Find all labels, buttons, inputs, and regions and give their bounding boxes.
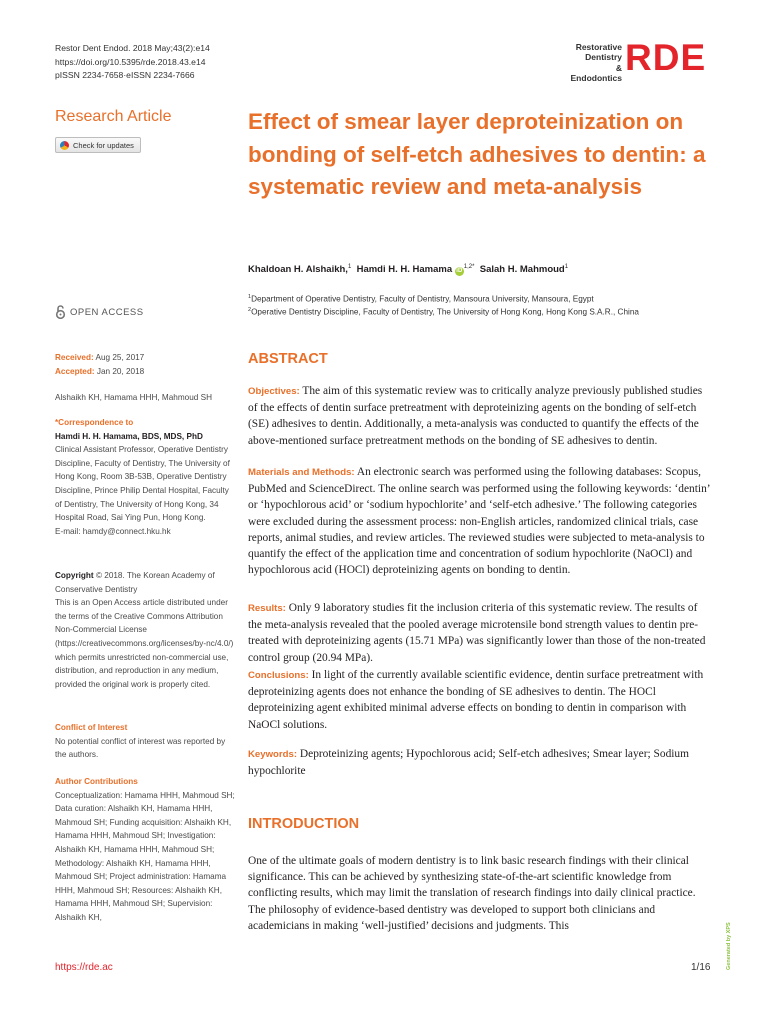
author-contributions: Author Contributions Conceptualization: Hamama HHH, Mahmoud SH; Data curation: Alshaikh KH, Hamama HHH, Mahmoud SH; Funding acquisition: Alshaikh KH, Hamama HHH, Mahmoud SH; Investigation: Alshaikh KH, Hamama HHH, Mahmoud SH; Methodology: Alshaikh KH, Hamama HHH, Mahmoud SH; Project administration: Hamama HHH, Mahmoud SH; Resources: Alshaikh KH, Hamama HHH, Mahmoud SH; Supervision: Alshaikh KH, [55,777,235,922]
author-list: Khaldoan H. Alshaikh,$^1$ Hamdi H. H. Hamama $iD^{1,2*}$ Salah H. Mahmoud$^1$ [248,264,569,276]
citation-block [55,42,210,83]
check-for-updates-button[interactable] [55,137,141,153]
open-lock-icon [55,305,66,319]
correspondence-address: Clinical Assistant Professor, Operative Dentistry Discipline, Faculty of Dentistry, The University of Hong Kong, Room 3B-53B, Operative Dentistry Discipline, Prince Philip Dental Hospital, Faculty of Dentistry, The University of Hong Kong, 34 Hospital Road, Sai Ying Pun, Hong Kong. [55,445,230,523]
correspondence-name: Hamdi H. H. Hamama, BDS, MDS, PhD [55,431,203,441]
affiliation-1: $^1$Department of Operative Dentistry, Faculty of Dentistry, Mansoura University, Mansoura, Egypt [248,294,594,304]
correspondence-email[interactable]: E-mail: hamdy@connect.hku.hk [55,526,171,536]
issn: pISSN 2234-7658·eISSN 2234-7666 [55,70,195,80]
cite-authors: Alshaikh KH, Hamama HHH, Mahmoud SH [55,393,212,402]
copyright: Copyright © 2018. The Korean Academy of Conservative Dentistry This is an Open Access article distributed under the terms of the Creative Commons Attribution Non-Commercial License (https://creativecommons.org/licenses/by-nc/4.0/) which permits unrestricted non-commercial use, distribution, and reproduction in any medium, provided the original work is properly cited. [55,569,235,691]
abstract-objectives: Objectives: The aim of this systematic review was to critically analyze previously published studies of the effects of dentin surface pretreatment with deproteinizing agents on the bonding of self-etch (SE) adhesives to dentin. Additionally, a meta-analysis was conducted to quantify the effects of the above-mentioned surface pretreatment methods on the bonding of SE adhesives to dentin. [248,385,703,447]
doi-link[interactable]: https://doi.org/10.5395/rde.2018.43.e14 [55,56,206,67]
dates: Received: Aug 25, 2017 Accepted: Jan 20, 2018 [55,353,145,376]
accepted-date: Jan 20, 2018 [96,366,145,376]
keywords: Keywords: Deproteinizing agents; Hypochlorous acid; Self-etch adhesives; Smear layer; Sodium hypochlorite [248,748,689,778]
orcid-icon[interactable]: iD [456,268,463,275]
citation: Restor Dent Endod. 2018 May;43(2):e14 [55,43,210,53]
introduction-heading: INTRODUCTION [248,816,360,832]
journal-mark: RDE [625,37,707,78]
article-title: Effect of smear layer deproteinization on bonding of self-etch adhesives to dentin: a systematic review and meta-analysis [248,109,706,199]
crossmark-icon [60,141,69,150]
check-for-updates-label: Check for updates [73,140,134,150]
generated-by-watermark: Generated by XPS [726,922,732,970]
conflict-of-interest: Conflict of Interest No potential conflict of interest was reported by the authors. [55,723,226,760]
journal-url-link[interactable]: https://rde.ac [55,962,113,973]
abstract-methods: Materials and Methods: An electronic search was performed using the following databases: Scopus, PubMed and ScienceDirect. The online search was performed using the following keywords: ‘dentin’ or ‘hypochlorous acid’ or ‘sodium hypochlorite’ and ‘self-etch adhesive.’ The following categories were excluded during the assessment process: non-English articles, randomized clinical trials, case reports, animal studies, and review articles. The reviewed studies were subjected to meta-analysis to quantify the effect of the application time and concentration of sodium hypochlorite (NaOCl) and hypochlorous acid (HOCl) deproteinizing agents on bonding to dentin. [248,466,710,577]
abstract-conclusions: Conclusions: In light of the currently available scientific evidence, dentin surface pretreatment with deproteinizing agents does not enhance the bonding of SE adhesives to dentin. The HOCl deproteinizing agent exhibited minimal adverse effects on bonding to dentin in comparison with NaOCl solutions. [248,669,704,731]
author-3: Salah H. Mahmoud [479,264,565,276]
introduction-text: One of the ultimate goals of modern dentistry is to link basic research findings with their clinical significance. This can be achieved by synthesizing state-of-the-art scientific knowledge from conflicting results, which may limit the translation of research findings into daily clinical practice. The philosophy of evidence-based dentistry was developed to support both clinicians and academicians in making ‘well-justified’ decisions and judgments. This [248,855,696,932]
license-text: This is an Open Access article distributed under the terms of the Creative Commons Attribution Non-Commercial License (https://creativecommons.org/licenses/by-nc/4.0/) which permits unrestricted non-commercial use, distribution, and reproduction in any medium, provided the original work is properly cited. [55,598,234,689]
open-access-badge [55,305,144,319]
author-2: Hamdi H. H. Hamama [356,264,453,276]
correspondence-label: *Correspondence to [55,418,134,427]
abstract-heading: ABSTRACT [248,351,328,367]
page-number: 1/16 [691,962,711,973]
article-type: Research Article [55,108,172,125]
affiliation-2: $^2$Operative Dentistry Discipline, Faculty of Dentistry, The University of Hong Kong, Hong Kong S.A.R., China [248,307,639,317]
received-date: Aug 25, 2017 [95,353,145,362]
abstract-results: Results: Only 9 laboratory studies fit the inclusion criteria of this systematic review. The results of the meta-analysis revealed that the pooled average microtensile bond strength values to dentin pre-treated with deproteinizing agents (15.71 MPa) was significantly lower than those of the non-treated control group (20.94 MPa). [248,602,706,664]
author-1: Khaldoan H. Alshaikh, [248,264,348,276]
journal-name: Restorative Dentistry & Endodontics [570,42,622,83]
open-access-label: OPEN ACCESS [70,306,144,318]
correspondence [55,416,235,538]
